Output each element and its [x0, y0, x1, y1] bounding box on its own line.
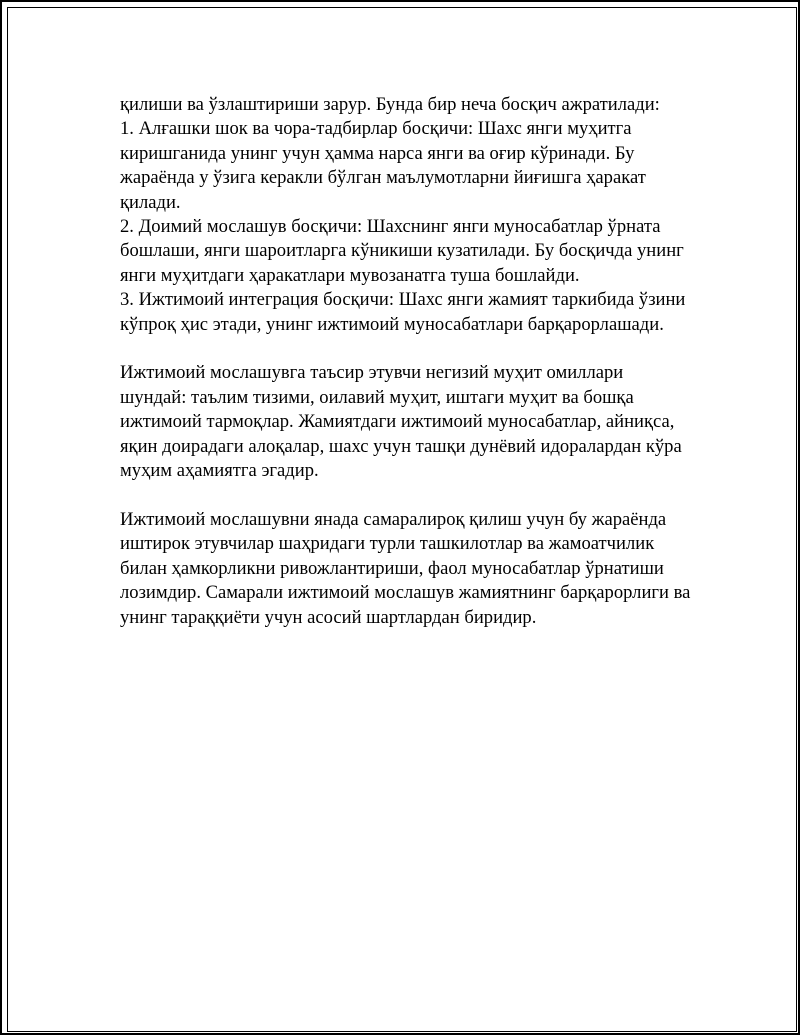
text-line: киришганида унинг учун ҳамма нарса янги ва оғир кўринади. Бу [120, 142, 635, 164]
text-line: яқин доирадаги алоқалар, шахс учун ташқи дунёвий идоралардан кўра [120, 435, 682, 457]
text-line: жараёнда у ўзига керакли бўлган маълумотларни йиғишга ҳаракат [120, 167, 646, 189]
text-line: қилиши ва ўзлаштириши зарур. Бунда бир неча босқич ажратилади: [120, 94, 660, 115]
text-line: қилади. [120, 191, 181, 213]
text-line: унинг тараққиёти учун асосий шартлардан биридир. [120, 606, 537, 628]
paragraph-environment-factors [120, 361, 700, 483]
text-line: Ижтимоий мослашувни янада самаралироқ қилиш учун бу жараёнда [120, 508, 667, 530]
text-line: шундай: таълим тизими, оилавий муҳит, иштаги муҳит ва бошқа [120, 386, 634, 408]
text-line: билан ҳамкорликни ривожлантириши, фаол муносабатлар ўрнатиши [120, 557, 664, 579]
text-line: Ижтимоий мослашувга таъсир этувчи негизий муҳит омиллари [120, 362, 624, 384]
text-line: лозимдир. Самарали ижтимоий мослашув жамиятнинг барқарорлиги ва [120, 582, 691, 604]
paragraph-spacer [120, 337, 700, 361]
text-line: янги муҳитдаги ҳаракатлари мувозанатга туша бошлайди. [120, 264, 580, 286]
paragraph-adaptation-stages [120, 93, 700, 337]
text-line: ижтимоий тармоқлар. Жамиятдаги ижтимоий муносабатлар, айниқса, [120, 411, 675, 433]
text-line: бошлаши, янги шароитларга кўникиши кузатилади. Бу босқичда унинг [120, 240, 684, 262]
paragraph-conclusion [120, 508, 700, 630]
text-line: кўпроқ ҳис этади, унинг ижтимоий муносабатлари барқарорлашади. [120, 313, 664, 335]
document-body [120, 93, 700, 630]
paragraph-spacer [120, 483, 700, 507]
text-line: муҳим аҳамиятга эгадир. [120, 460, 319, 482]
text-line: иштирок этувчилар шаҳридаги турли ташкилотлар ва жамоатчилик [120, 533, 655, 555]
text-line: 3. Ижтимоий интеграция босқичи: Шахс янги жамият таркибида ўзини [120, 289, 686, 311]
text-line: 2. Доимий мослашув босқичи: Шахснинг янги муносабатлар ўрната [120, 216, 661, 238]
text-line: 1. Алғашки шок ва чора-тадбирлар босқичи: Шахс янги муҳитга [120, 118, 632, 140]
